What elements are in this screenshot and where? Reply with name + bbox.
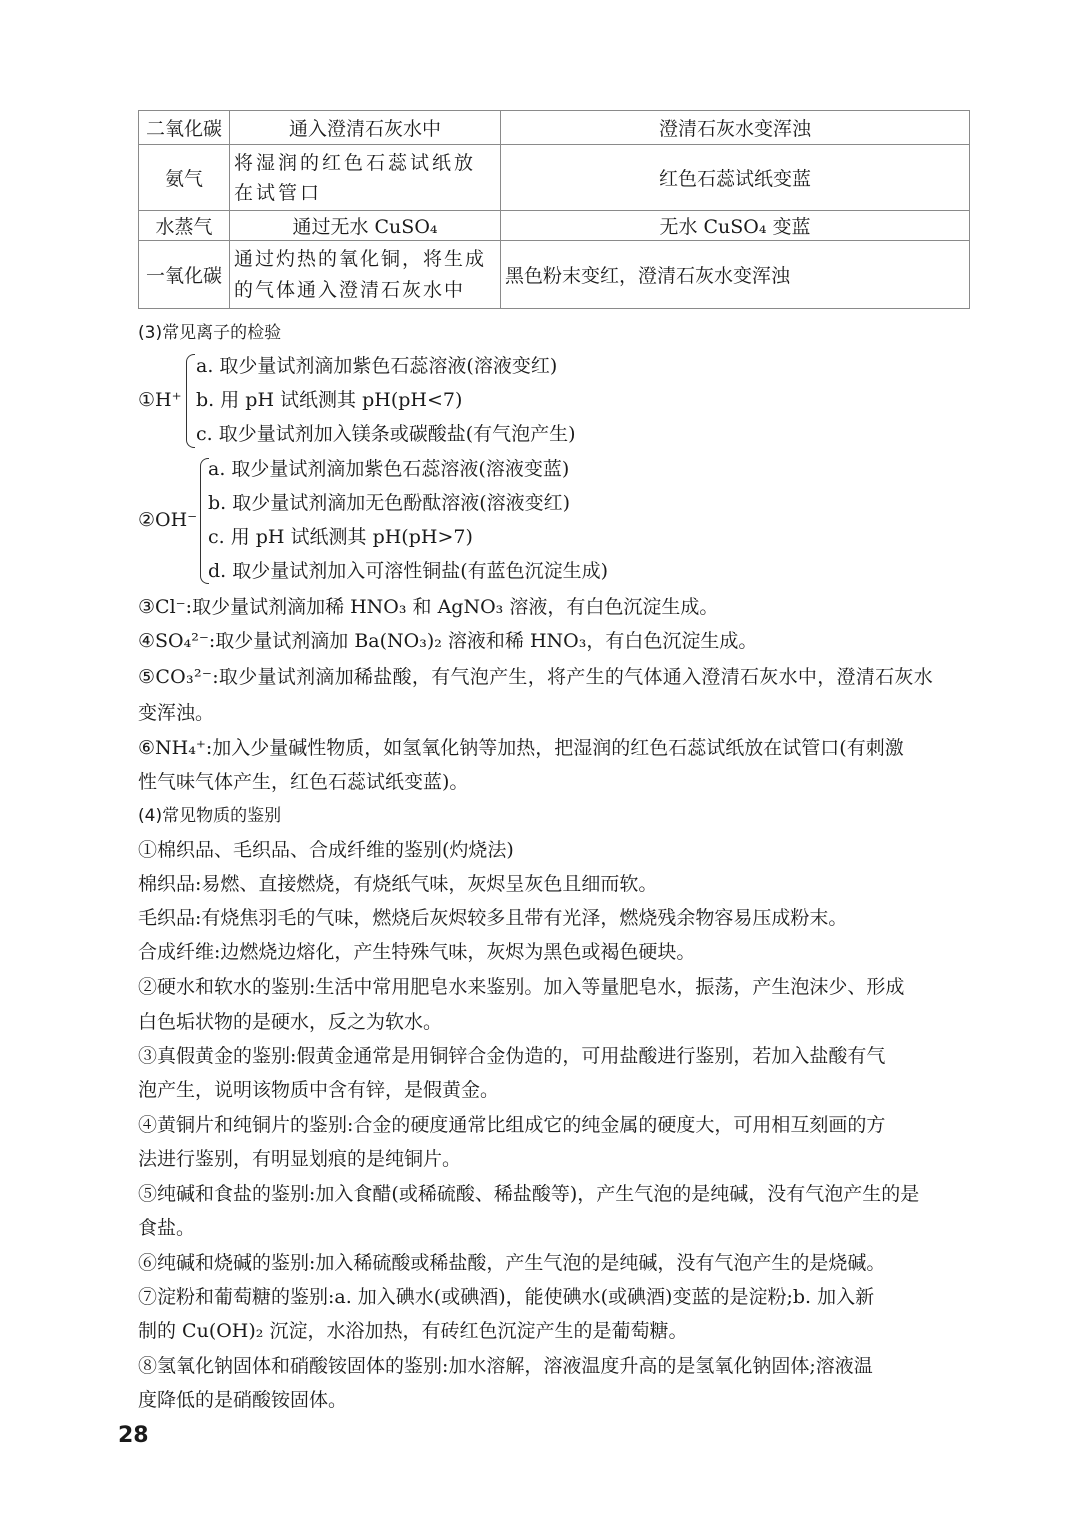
list-item: c. 取少量试剂加入镁条或碳酸盐(有气泡产生) — [196, 423, 576, 445]
body-line: 食盐。 — [138, 1217, 196, 1239]
body-line: 毛织品:有烧焦羽毛的气味，燃烧后灰烬较多且带有光泽，燃烧残余物容易压成粉末。 — [138, 907, 848, 929]
co3-line-1: ⑤CO₃²⁻:取少量试剂滴加稀盐酸，有气泡产生，将产生的气体通入澄清石灰水中，澄清石灰水 — [138, 666, 934, 688]
table-row — [139, 211, 970, 241]
oh-ion-label: ②OH⁻ — [138, 509, 198, 531]
gas-cell: 二氧化碳 — [139, 111, 230, 145]
list-item: d. 取少量试剂加入可溶性铜盐(有蓝色沉淀生成) — [208, 560, 609, 582]
body-line: ⑤纯碱和食盐的鉴别:加入食醋(或稀硫酸、稀盐酸等)，产生气泡的是纯碱，没有气泡产生的是 — [138, 1183, 920, 1205]
result-cell: 黑色粉末变红，澄清石灰水变浑浊 — [501, 241, 970, 309]
body-line: 泡产生，说明该物质中含有锌，是假黄金。 — [138, 1079, 500, 1101]
cl-line: ③Cl⁻:取少量试剂滴加稀 HNO₃ 和 AgNO₃ 溶液，有白色沉淀生成。 — [138, 596, 719, 618]
result-cell: 无水 CuSO₄ 变蓝 — [501, 211, 970, 241]
body-line: 法进行鉴别，有明显划痕的是纯铜片。 — [138, 1148, 462, 1170]
brace — [186, 354, 195, 448]
body-line: 白色垢状物的是硬水，反之为软水。 — [138, 1011, 443, 1033]
so4-line: ④SO₄²⁻:取少量试剂滴加 Ba(NO₃)₂ 溶液和稀 HNO₃，有白色沉淀生成。 — [138, 630, 758, 652]
result-cell: 红色石蕊试纸变蓝 — [501, 145, 970, 211]
list-item: a. 取少量试剂滴加紫色石蕊溶液(溶液变红) — [196, 355, 558, 377]
table-row — [139, 241, 970, 309]
body-line: ②硬水和软水的鉴别:生活中常用肥皂水来鉴别。加入等量肥皂水，振荡，产生泡沫少、形成 — [138, 976, 905, 998]
body-line: ①棉织品、毛织品、合成纤维的鉴别(灼烧法) — [138, 839, 514, 861]
list-item: b. 取少量试剂滴加无色酚酞溶液(溶液变红) — [208, 492, 571, 514]
body-line: 度降低的是硝酸铵固体。 — [138, 1389, 348, 1411]
gas-cell: 一氧化碳 — [139, 241, 230, 309]
body-line: ⑧氢氧化钠固体和硝酸铵固体的鉴别:加水溶解，溶液温度升高的是氢氧化钠固体;溶液温 — [138, 1355, 873, 1377]
table-row — [139, 111, 970, 145]
gas-cell: 氨气 — [139, 145, 230, 211]
nh4-line-1: ⑥NH₄⁺:加入少量碱性物质，如氢氧化钠等加热，把湿润的红色石蕊试纸放在试管口(有刺激 — [138, 737, 904, 759]
body-line: ③真假黄金的鉴别:假黄金通常是用铜锌合金伪造的，可用盐酸进行鉴别，若加入盐酸有气 — [138, 1045, 886, 1067]
gas-test-table — [138, 110, 970, 309]
section-3-heading: (3)常见离子的检验 — [138, 323, 282, 343]
list-item: b. 用 pH 试纸测其 pH(pH<7) — [196, 389, 463, 411]
gas-cell: 水蒸气 — [139, 211, 230, 241]
body-line: 棉织品:易燃、直接燃烧，有烧纸气味，灰烬呈灰色且细而软。 — [138, 873, 658, 895]
method-cell: 通入澄清石灰水中 — [230, 111, 501, 145]
list-item: a. 取少量试剂滴加紫色石蕊溶液(溶液变蓝) — [208, 458, 570, 480]
list-item: c. 用 pH 试纸测其 pH(pH>7) — [208, 526, 473, 548]
nh4-line-2: 性气味气体产生，红色石蕊试纸变蓝)。 — [138, 771, 469, 793]
result-cell: 澄清石灰水变浑浊 — [501, 111, 970, 145]
method-cell: 通过无水 CuSO₄ — [230, 211, 501, 241]
body-line: ⑦淀粉和葡萄糖的鉴别:a. 加入碘水(或碘酒)，能使碘水(或碘酒)变蓝的是淀粉;b. 加入新 — [138, 1286, 875, 1308]
method-cell: 将湿润的红色石蕊试纸放在试管口 — [230, 145, 501, 211]
body-line: 合成纤维:边燃烧边熔化，产生特殊气味，灰烬为黑色或褐色硬块。 — [138, 941, 696, 963]
method-cell: 通过灼热的氧化铜，将生成的气体通入澄清石灰水中 — [230, 241, 501, 309]
body-line: 制的 Cu(OH)₂ 沉淀，水浴加热，有砖红色沉淀产生的是葡萄糖。 — [138, 1320, 688, 1342]
section-4-heading: (4)常见物质的鉴别 — [138, 806, 282, 826]
body-line: ⑥纯碱和烧碱的鉴别:加入稀硫酸或稀盐酸，产生气泡的是纯碱，没有气泡产生的是烧碱。 — [138, 1252, 886, 1274]
page-number: 28 — [118, 1423, 149, 1448]
h-ion-label: ①H⁺ — [138, 389, 182, 411]
co3-line-2: 变浑浊。 — [138, 702, 215, 724]
body-line: ④黄铜片和纯铜片的鉴别:合金的硬度通常比组成它的纯金属的硬度大，可用相互刻画的方 — [138, 1114, 886, 1136]
table-row — [139, 145, 970, 211]
